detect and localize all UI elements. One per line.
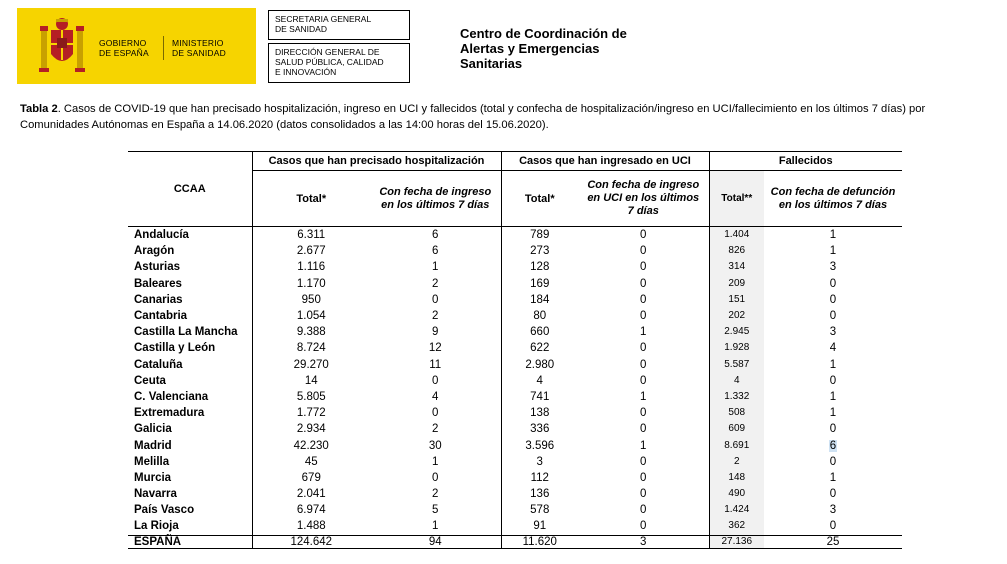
region-name: Madrid [134,439,172,452]
fall-total-cell: 2.945 [709,324,764,340]
table-row [128,292,902,308]
direccion-box: DIRECCIÓN GENERAL DE SALUD PÚBLICA, CALIDAD E INNOVACIÓN [268,43,410,83]
total-fall-7d: 25 [764,535,902,548]
table-row [128,324,902,340]
fall-total-cell: 209 [709,276,764,292]
table-row [128,373,902,389]
fall-total-cell: 8.691 [709,437,764,453]
group-header-fallecidos: Fallecidos [709,152,902,171]
fall-total-cell: 1.928 [709,340,764,356]
group-header-uci: Casos que han ingresado en UCI [501,152,709,171]
table-row [128,276,902,292]
fall-7d-cell: 3 [829,326,837,339]
table-row [128,470,902,486]
table-row [128,421,902,437]
uci-total-cell: 169 [501,276,578,292]
total-name: ESPAÑA [128,535,252,548]
fall-7d-cell: 0 [829,374,837,387]
uci-total-cell: 136 [501,486,578,502]
uci-total-cell: 128 [501,259,578,275]
fall-total-cell: 314 [709,259,764,275]
uci-7d-cell: 0 [640,455,647,468]
covid-table [128,151,902,549]
hosp-total-cell: 42.230 [252,437,370,453]
uci-7d-cell: 0 [640,374,647,387]
table-row [128,437,902,453]
hosp-7d-cell: 11 [429,358,442,371]
region-name: Murcia [134,471,172,484]
hosp-7d-cell: 0 [432,471,439,484]
hosp-7d-cell: 2 [432,488,439,501]
uci-7d-cell: 0 [640,358,647,371]
fall-7d-cell: 1 [829,407,837,420]
fall-7d-cell: 0 [829,277,837,290]
uci-7d-cell: 1 [640,439,647,452]
logo-divider [163,36,164,60]
hosp-7d-cell: 1 [432,520,439,533]
hosp-7d-cell: 1 [432,261,439,274]
region-name: C. Valenciana [134,390,209,403]
region-name: Cataluña [134,358,183,371]
region-name: Ceuta [134,374,166,387]
fall-total-cell: 508 [709,405,764,421]
fall-7d-cell: 0 [829,293,837,306]
hosp-total-cell: 14 [252,373,370,389]
uci-7d-cell: 1 [640,390,647,403]
uci-total-cell: 91 [501,518,578,535]
ccaa-header: CCAA [128,152,252,227]
col-uci-total: Total* [501,171,578,227]
region-name: Extremadura [134,407,205,420]
total-hosp-total: 124.642 [252,535,370,548]
fall-total-cell: 151 [709,292,764,308]
secretaria-box: SECRETARIA GENERAL DE SANIDAD [268,10,410,40]
hosp-7d-cell: 0 [432,293,439,306]
hosp-7d-cell: 30 [428,439,442,452]
uci-7d-cell: 0 [640,520,647,533]
uci-7d-cell: 0 [640,229,647,242]
hosp-total-cell: 950 [252,292,370,308]
caption-label: Tabla 2 [20,103,58,115]
fall-total-cell: 202 [709,308,764,324]
uci-total-cell: 3.596 [501,437,578,453]
hosp-total-cell: 2.934 [252,421,370,437]
col-fall-7d-text: Con fecha de defunción en los últimos 7 días [770,185,896,211]
fall-7d-cell: 1 [829,245,837,258]
hosp-total-cell: 8.724 [252,340,370,356]
fall-total-cell: 1.332 [709,389,764,405]
uci-total-cell: 80 [501,308,578,324]
col-hosp-7d-text: Con fecha de ingreso en los últimos 7 días [379,185,492,211]
fall-7d-cell: 1 [829,390,837,403]
region-name: Asturias [134,261,181,274]
region-name: Castilla y León [134,342,216,355]
hosp-total-cell: 1.488 [252,518,370,535]
hosp-total-cell: 9.388 [252,324,370,340]
hosp-total-cell: 1.116 [252,259,370,275]
uci-total-cell: 138 [501,405,578,421]
region-name: Baleares [134,277,182,290]
gobierno-label: GOBIERNO DE ESPAÑA [99,38,149,58]
uci-7d-cell: 0 [640,423,647,436]
ccaes-title: Centro de Coordinación de Alertas y Emergencias Sanitarias [460,26,627,71]
hosp-7d-cell: 6 [432,229,439,242]
hosp-7d-cell: 12 [428,342,442,355]
region-name: Galicia [134,423,172,436]
uci-total-cell: 112 [501,470,578,486]
uci-total-cell: 273 [501,243,578,259]
caption-text: . Casos de COVID-19 que han precisado hospitalización, ingreso en UCI y fallecidos (total y confecha de hospitalización/ingreso en UCI/fallecimiento en los últimos 7 días) por Comunidades Autónomas en España a 14.06.2020 (datos consolidados a las 14:00 horas del 15.06.2020). [20,103,926,131]
fall-total-cell: 362 [709,518,764,535]
fall-total-cell: 5.587 [709,357,764,373]
col-fall-total: Total** [709,171,764,227]
col-hosp-7d [370,171,501,227]
hosp-total-cell: 6.311 [252,227,370,244]
hosp-7d-cell: 1 [432,455,439,468]
fall-7d-cell: 0 [829,423,837,436]
table-row [128,486,902,502]
fall-total-cell: 4 [709,373,764,389]
hosp-total-cell: 1.772 [252,405,370,421]
uci-7d-cell: 0 [640,293,647,306]
hosp-7d-cell: 2 [432,277,439,290]
uci-total-cell: 741 [501,389,578,405]
hosp-total-cell: 2.041 [252,486,370,502]
table-row [128,308,902,324]
hosp-7d-cell: 4 [432,390,439,403]
table-row [128,243,902,259]
hosp-7d-cell: 6 [432,245,439,258]
col-hosp-total: Total* [252,171,370,227]
col-uci-7d [578,171,709,227]
total-fall-total: 27.136 [709,535,764,548]
fall-7d-cell: 3 [829,504,837,517]
government-logo-band [17,8,256,84]
table-row [128,259,902,275]
total-uci-7d: 3 [578,535,709,548]
hosp-7d-cell: 5 [432,504,439,517]
region-name: Canarias [134,293,183,306]
uci-total-cell: 789 [501,227,578,244]
total-uci-total: 11.620 [501,535,578,548]
uci-7d-cell: 0 [640,245,647,258]
hosp-total-cell: 1.054 [252,308,370,324]
uci-7d-cell: 0 [640,310,647,323]
hosp-total-cell: 6.974 [252,502,370,518]
uci-7d-cell: 0 [640,504,647,517]
col-uci-7d-text: Con fecha de ingreso en UCI en los últimos 7 días [587,179,700,217]
uci-total-cell: 660 [501,324,578,340]
uci-total-cell: 3 [501,454,578,470]
fall-total-cell: 2 [709,454,764,470]
highlighted-value: 6 [829,439,837,452]
fall-7d-cell: 1 [829,229,837,242]
uci-7d-cell: 0 [640,277,647,290]
fall-7d-cell: 0 [829,520,837,533]
table-row [128,357,902,373]
hosp-total-cell: 45 [252,454,370,470]
table-row [128,340,902,356]
fall-total-cell: 148 [709,470,764,486]
coat-of-arms-icon [37,16,87,76]
region-name: Melilla [134,455,170,468]
fall-7d-cell: 0 [829,455,837,468]
table-row [128,227,902,244]
fall-total-cell: 826 [709,243,764,259]
uci-7d-cell: 0 [640,261,647,274]
hosp-7d-cell: 2 [432,423,439,436]
uci-7d-cell: 0 [640,407,647,420]
hosp-7d-cell: 9 [432,326,439,339]
uci-7d-cell: 0 [640,471,647,484]
uci-total-cell: 4 [501,373,578,389]
fall-7d-cell: 0 [829,310,837,323]
table-row [128,389,902,405]
table-row [128,405,902,421]
region-name: Navarra [134,488,177,501]
fall-total-cell: 609 [709,421,764,437]
col-fall-7d [764,171,902,227]
uci-7d-cell: 0 [640,342,647,355]
region-name: Andalucía [134,229,189,242]
fall-7d-cell: 4 [829,342,837,355]
uci-total-cell: 622 [501,340,578,356]
region-name: País Vasco [134,504,195,517]
hosp-total-cell: 1.170 [252,276,370,292]
uci-7d-cell: 1 [640,326,647,339]
region-name: La Rioja [134,520,179,533]
fall-7d-cell: 0 [829,488,837,501]
region-name: Castilla La Mancha [134,326,238,339]
uci-total-cell: 578 [501,502,578,518]
fall-total-cell: 1.424 [709,502,764,518]
uci-7d-cell: 0 [640,488,647,501]
uci-total-cell: 2.980 [501,357,578,373]
hosp-total-cell: 2.677 [252,243,370,259]
uci-total-cell: 184 [501,292,578,308]
fall-total-cell: 490 [709,486,764,502]
total-hosp-7d: 94 [370,535,501,548]
region-name: Aragón [134,245,175,258]
table-caption [20,101,995,133]
table-row-total [128,535,902,548]
fall-7d-cell [764,437,902,453]
hosp-7d-cell: 2 [432,310,439,323]
fall-7d-cell: 1 [829,358,837,371]
table-row [128,502,902,518]
fall-7d-cell: 3 [829,261,837,274]
fall-7d-cell: 1 [829,471,837,484]
region-name: Cantabria [134,310,188,323]
hosp-7d-cell: 0 [432,374,439,387]
table-row [128,454,902,470]
hosp-7d-cell: 0 [432,407,439,420]
group-header-hospitalizacion: Casos que han precisado hospitalización [252,152,501,171]
ministry-label: MINISTERIO DE SANIDAD [172,38,226,58]
hosp-total-cell: 5.805 [252,389,370,405]
uci-total-cell: 336 [501,421,578,437]
hosp-total-cell: 29.270 [252,357,370,373]
hosp-total-cell: 679 [252,470,370,486]
table-row [128,518,902,535]
fall-total-cell: 1.404 [709,227,764,244]
